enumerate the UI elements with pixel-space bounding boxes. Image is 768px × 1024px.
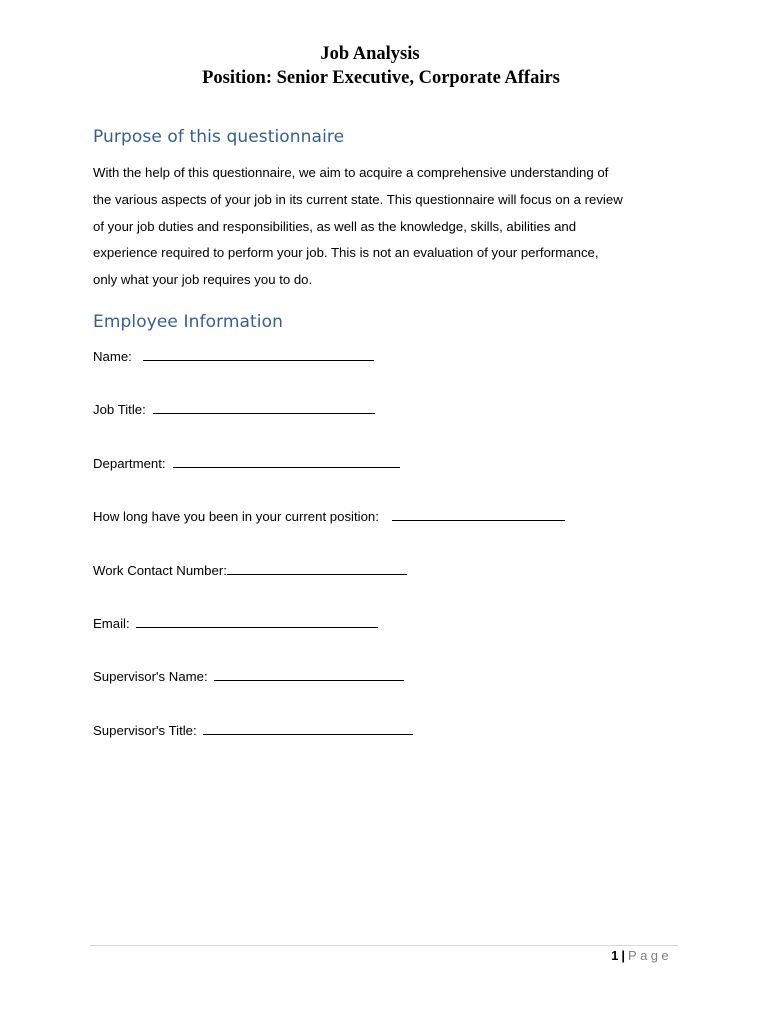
time-in-position-label: How long have you been in your current position: [93,509,379,524]
purpose-line: With the help of this questionnaire, we aim to acquire a comprehensive understanding of [93,165,609,180]
page-number: 1 [611,948,619,963]
job-title-blank[interactable] [153,400,375,414]
document-title: Job Analysis [320,44,420,64]
name-blank[interactable] [143,347,374,361]
time-in-position-blank[interactable] [392,507,565,521]
name-field [93,347,374,366]
name-label: Name: [93,349,132,364]
purpose-line: of your job duties and responsibilities, as well as the knowledge, skills, abilities and [93,218,577,234]
position-title: Position: Senior Executive, Corporate Affairs [202,68,560,88]
page-footer [611,948,672,964]
purpose-heading: Purpose of this questionnaire [93,127,345,147]
job-title-field [93,400,375,419]
purpose-paragraph [93,160,683,294]
supervisor-name-blank[interactable] [214,667,404,681]
employee-info-heading: Employee Information [93,312,284,332]
work-contact-label: Work Contact Number: [93,563,227,578]
purpose-line: only what your job requires you to do. [93,272,313,288]
page-word: Page [628,948,672,963]
time-in-position-field [93,507,565,526]
email-blank[interactable] [136,614,378,628]
document-title-block [0,42,768,90]
department-label: Department: [93,456,166,471]
email-field [93,614,378,633]
department-field [93,454,400,473]
supervisor-name-label: Supervisor's Name: [93,669,208,684]
purpose-line: the various aspects of your job in its current state. This questionnaire will focus on a review [93,191,623,207]
footer-separator: | [621,948,626,963]
supervisor-title-blank[interactable] [203,721,413,735]
job-title-label: Job Title: [93,402,146,417]
footer-divider [90,945,678,946]
email-label: Email: [93,616,130,631]
department-blank[interactable] [173,454,400,468]
work-contact-blank[interactable] [227,561,407,575]
supervisor-title-field [93,721,413,740]
work-contact-field [93,561,407,580]
supervisor-title-label: Supervisor's Title: [93,723,197,738]
purpose-line: experience required to perform your job. This is not an evaluation of your performance, [93,245,599,261]
supervisor-name-field [93,667,404,686]
